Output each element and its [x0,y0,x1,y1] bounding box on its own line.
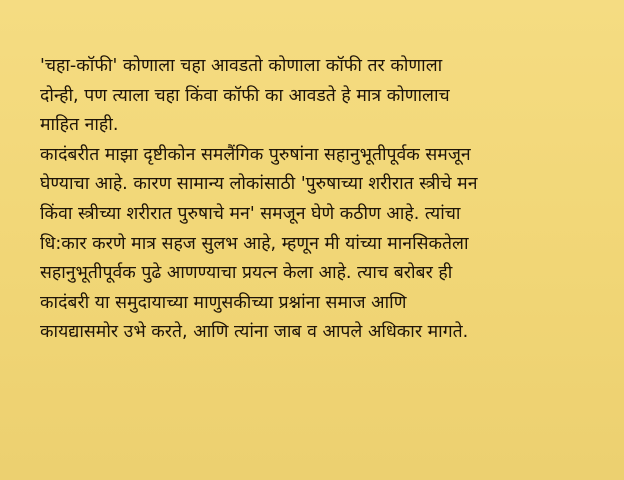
text-line: कादंबरी या समुदायाच्या माणुसकीच्या प्रश्नांना समाज आणि [40,292,407,313]
text-line: किंवा स्त्रीच्या शरीरात पुरुषाचे मन' समजून घेणे कठीण आहे. त्यांचा [40,203,461,224]
text-line: धि:कार करणे मात्र सहज सुलभ आहे, म्हणून मी यांच्या मानसिकतेला [40,233,469,254]
text-line: माहित नाही. [40,115,119,136]
text-line: 'चहा-कॉफी' कोणाला चहा आवडतो कोणाला कॉफी तर कोणाला [40,56,443,76]
text-line: दोन्ही, पण त्याला चहा किंवा कॉफी का आवडते हे मात्र कोणालाच [40,85,450,106]
text-line: सहानुभूतीपूर्वक पुढे आणण्याचा प्रयत्न केला आहे. त्याच बरोबर ही [40,263,453,284]
text-line: कादंबरीत माझा दृष्टीकोन समलैंगिक पुरुषांना सहानुभूतीपूर्वक समजून [40,144,471,165]
paragraph-novel-perspective [40,141,594,348]
text-line: घेण्याचा आहे. कारण सामान्य लोकांसाठी 'पुरुषाच्या शरीरात स्त्रीचे मन [40,174,478,195]
text-line: कायद्यासमोर उभे करते, आणि त्यांना जाब व आपले अधिकार मागते. [40,322,469,343]
paragraph-tea-coffee [40,52,594,141]
